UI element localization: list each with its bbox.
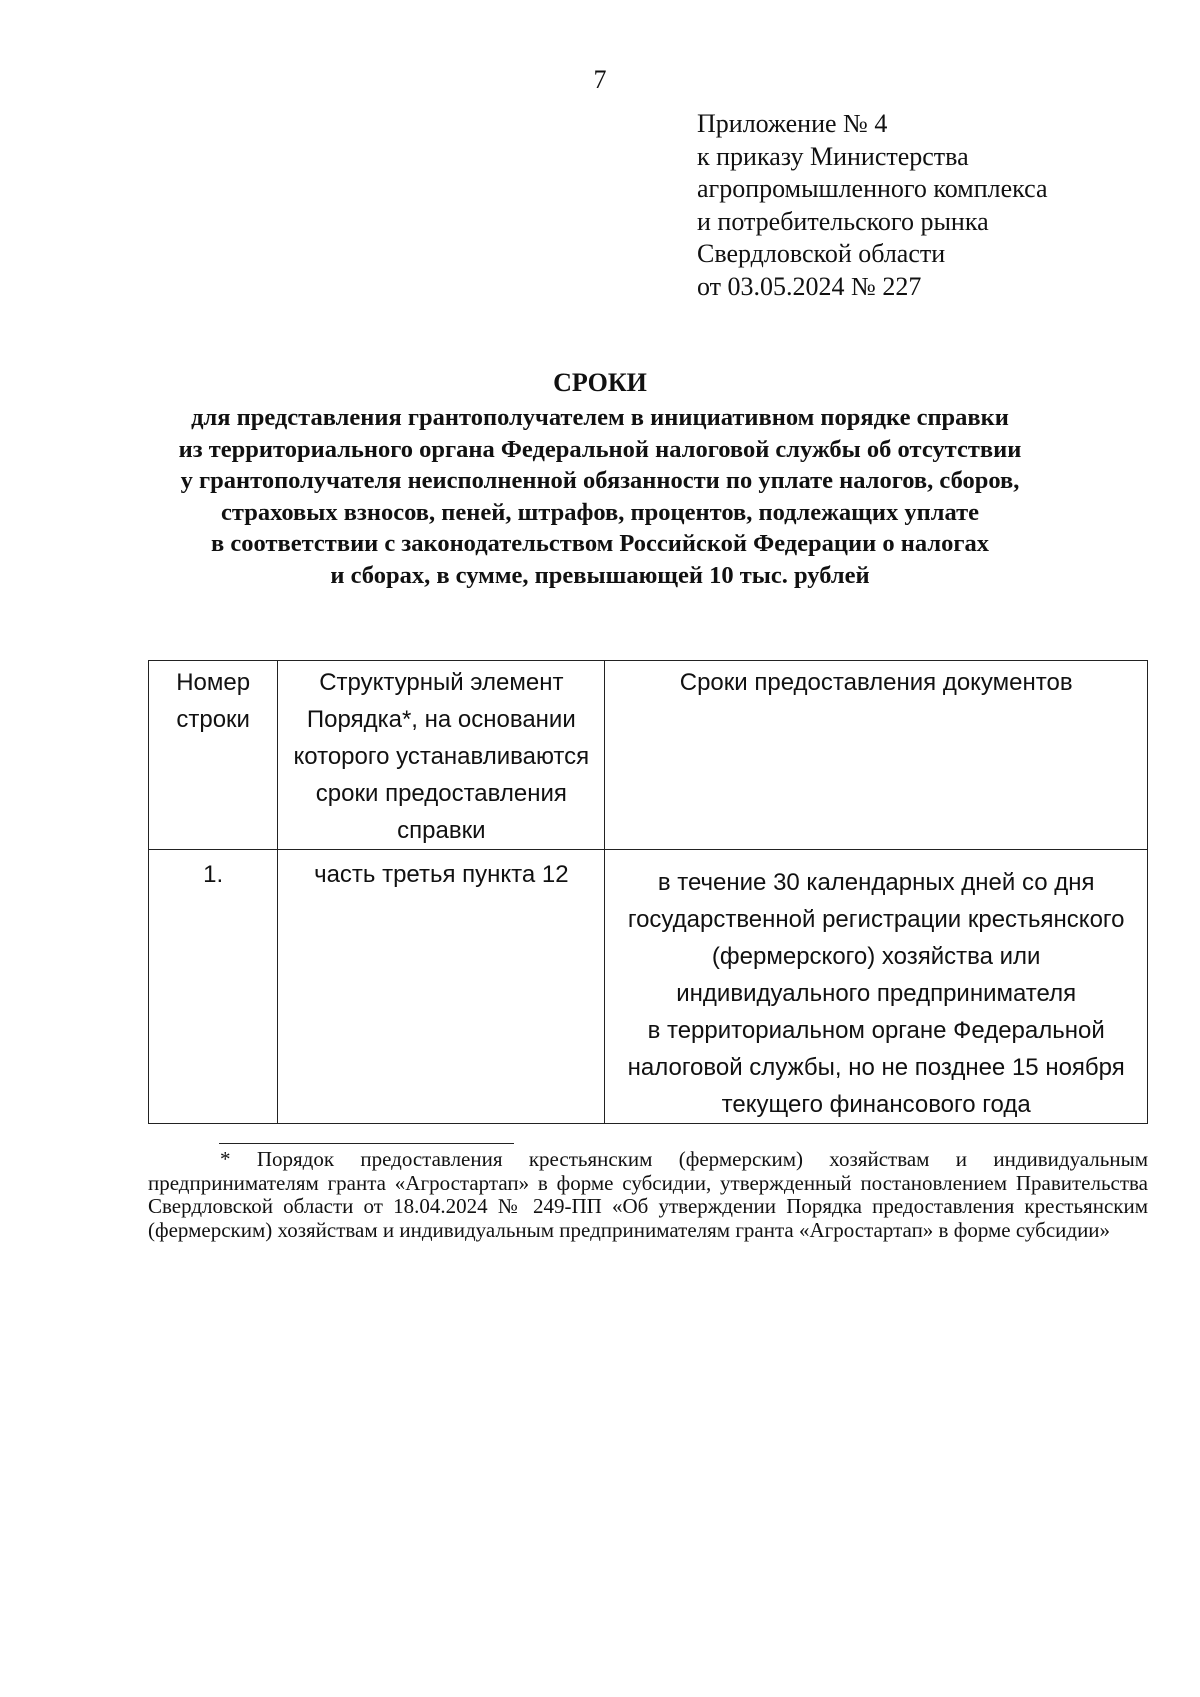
- footnote-text: * Порядок предоставления крестьянским (фермерским) хозяйствам и индивидуальным предпринимателям гранта «Агростартап» в форме субсидии, утвержденный постановлением Правительства Свердловской области от 18.04.2024 № 249-ПП «Об утверждении Порядка предоставления крестьянским (фермерским) хозяйствам и индивидуальным предпринимателям гранта «Агростартап» в форме субсидии»: [148, 1147, 1148, 1242]
- cell-structural-element: часть третья пункта 12: [278, 850, 605, 1124]
- subtitle-line: у грантополучателя неисполненной обязанности по уплате налогов, сборов,: [180, 467, 1020, 495]
- appendix-line: Свердловской области: [697, 239, 946, 268]
- title-main: СРОКИ: [553, 368, 647, 397]
- header-text: справки: [397, 817, 486, 844]
- term-line: текущего финансового года: [721, 1091, 1031, 1118]
- header-text: Сроки предоставления документов: [679, 669, 1073, 696]
- appendix-block: [697, 108, 1048, 303]
- header-text: Структурный элемент: [319, 669, 564, 696]
- subtitle-line: и сборах, в сумме, превышающей 10 тыс. рублей: [330, 561, 870, 589]
- page-number: 7: [593, 65, 607, 94]
- term-line: индивидуального предпринимателя: [676, 980, 1077, 1007]
- subtitle-line: из территориального органа Федеральной налоговой службы об отсутствии: [178, 435, 1022, 463]
- appendix-line: к приказу Министерства: [697, 141, 969, 171]
- header-text: которого устанавливаются: [293, 743, 590, 770]
- header-row-number: [149, 661, 278, 850]
- cell-terms: [605, 850, 1148, 1124]
- header-text: сроки предоставления: [315, 780, 567, 807]
- header-text: Порядка*, на основании: [306, 706, 576, 733]
- subtitle-line: страховых взносов, пеней, штрафов, процентов, подлежащих уплате: [221, 498, 979, 526]
- table-row: [149, 850, 1148, 1124]
- header-text: Номер: [176, 669, 251, 696]
- subtitle-line: для представления грантополучателем в инициативном порядке справки: [191, 404, 1009, 431]
- appendix-line: от 03.05.2024 № 227: [697, 271, 922, 301]
- table-header-row: [149, 661, 1148, 850]
- document-title: [0, 366, 1200, 592]
- cell-row-number: 1.: [149, 850, 278, 1124]
- header-structural-element: [278, 661, 605, 850]
- appendix-line: агропромышленного комплекса: [697, 174, 1048, 203]
- header-text: строки: [176, 706, 250, 733]
- header-terms: [605, 661, 1148, 850]
- appendix-line: и потребительского рынка: [697, 206, 989, 236]
- terms-table: [148, 660, 1148, 1124]
- subtitle-line: в соответствии с законодательством Российской Федерации о налогах: [211, 530, 989, 558]
- term-line: в течение 30 календарных дней со дня: [657, 869, 1095, 896]
- term-line: государственной регистрации крестьянского: [627, 906, 1125, 933]
- term-line: налоговой службы, но не позднее 15 ноября: [627, 1054, 1125, 1081]
- appendix-line: Приложение № 4: [697, 109, 888, 138]
- term-line: (фермерского) хозяйства или: [711, 943, 1041, 970]
- term-line: в территориальном органе Федеральной: [647, 1017, 1105, 1044]
- footnote-divider: [219, 1143, 514, 1144]
